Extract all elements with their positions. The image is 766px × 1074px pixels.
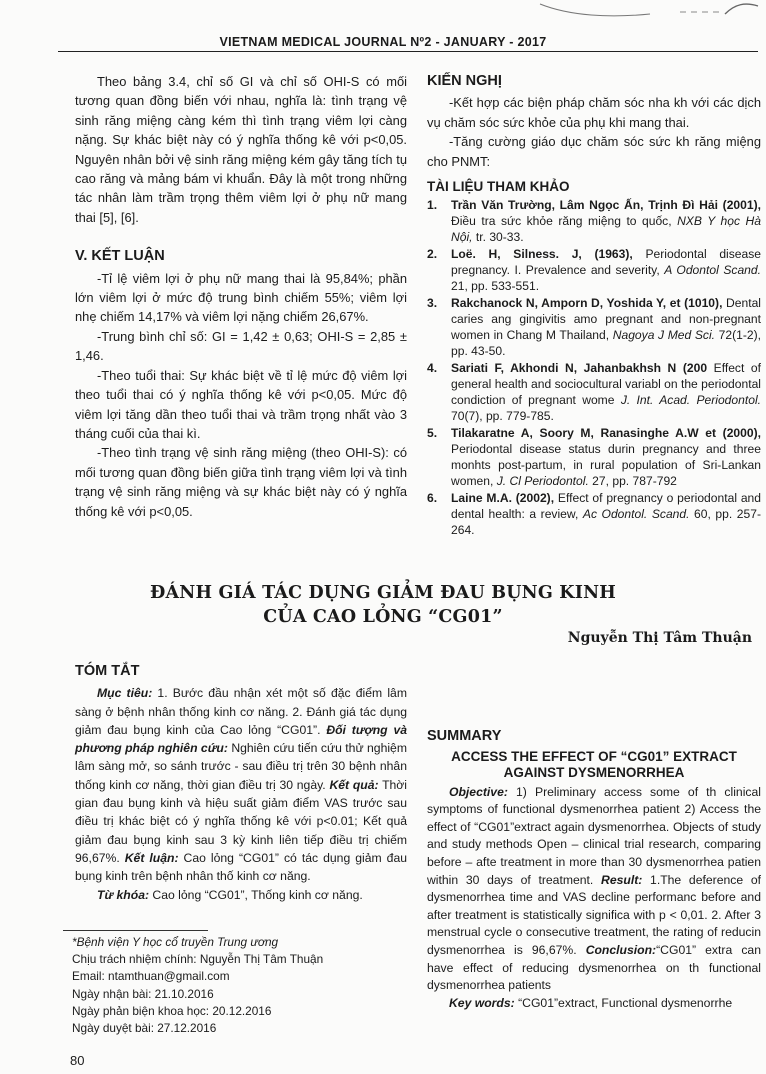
summary-keywords: Key words: “CG01”extract, Functional dysmenorrhe [449, 995, 733, 1010]
recommendation-heading: KIẾN NGHỊ [427, 73, 502, 89]
conclusion-item: -Trung bình chỉ số: GI = 1,42 ± 0,63; OHI-S = 2,85 ± 1,46. [75, 328, 407, 364]
abstract-vi-body: Mục tiêu: 1. Bước đầu nhận xét một số đặc điểm lâm sàng ở bệnh nhân thống kinh cơ năng. 2. Đánh giá tác dụng giảm đau bụng kinh của Cao lỏng “CG01”. Đối tượng và phương pháp nghiên cứu: Nghiên cứu tiến cứu thử nghiệm lâm sàng mở, so sánh trước - sau điều trị trên 30 bệnh nhân thống kinh cơ năng, thời gian điều trị 30 ngày. Kết quả: Thời gian đau bụng kinh và hiệu suất giảm điểm VAS trước sau điều trị khác biệt có ý nghĩa thống kê với p<0.01; Kết quả giảm đau bụng kinh sau 3 kỳ kinh liên tiếp điều trị chiếm 96,67%. Kết luận: Cao lỏng “CG01” có tác dụng giảm đau bụng kinh trên bệnh nhân thố kinh cơ năng. [75, 686, 408, 884]
conclusion-item: -Theo tuổi thai: Sự khác biệt về tỉ lệ mức độ viêm lợi theo tuổi thai có ý nghĩa thống kê với p<0,05. Mức độ viêm lợi tăng dần theo tuổi thai và trầm trọng nhất vào 3 tháng cuối của thai kì. [75, 367, 407, 441]
abstract-en [427, 728, 761, 1012]
summary-body: Objective: 1) Preliminary access some of th clinical symptoms of functional dysmenorrhea patient 2) Access the effect of “CG01”extract again dysmenorrhea. Objects of study and study methods Open – clinical trial research, comparing before – afte treatment in more than 30 dysmenorrhea patien within 30 days of treatment. Result: 1.The deference of dysmenorrhea time and VAS decline performanc before and after treatment is statistically significa with p < 0,01. 2. After 3 menstrual cycle o consecutive treatment, the rating of reducin dysmenorrhea is 96,67%. Conclusion:“CG01” extra can have effect of reducing dysmenorrhea on th functional dysmenorrhea patients [427, 784, 761, 993]
footnote-responsible: Chịu trách nhiệm chính: Nguyễn Thị Tâm Thuận [72, 952, 324, 967]
article-title-line1: ĐÁNH GIÁ TÁC DỤNG GIẢM ĐAU BỤNG KINH [149, 583, 617, 603]
references-heading: TÀI LIỆU THAM KHẢO [427, 179, 570, 195]
summary-heading: SUMMARY [427, 728, 502, 744]
abstract-vi-heading: TÓM TẮT [75, 663, 140, 679]
footnote [72, 934, 392, 1037]
footnote-reviewed: Ngày phản biện khoa học: 20.12.2016 [72, 1003, 272, 1018]
conclusion-heading: V. KẾT LUẬN [75, 248, 165, 265]
running-header: VIETNAM MEDICAL JOURNAL Nº2 - JANUARY - 2017 [219, 35, 547, 49]
header-rule [58, 51, 758, 52]
reference-item: 4. Sariati F, Akhondi N, Jahanbakhsh N (200 Effect of general health and sociocultural variabl on the periodontal condiction of pregnant wome J. Int. Acad. Periodontol. 70(7), pp. 779-785. [427, 361, 761, 424]
footnote-rule [63, 930, 208, 931]
left-column [75, 72, 407, 521]
article-author: Nguyễn Thị Tâm Thuận [567, 630, 752, 646]
right-column [427, 72, 761, 539]
reference-list [427, 197, 761, 538]
footnote-received: Ngày nhận bài: 21.10.2016 [72, 986, 214, 1001]
reference-item: 2. Loë. H, Silness. J, (1963), Periodontal disease pregnancy. I. Prevalence and severity, A Odontol Scand. 21, pp. 533-551. [427, 247, 761, 294]
footnote-email: Email: ntamthuan@gmail.com [72, 969, 230, 984]
pen-scribble [530, 0, 766, 22]
conclusion-item: -Theo tình trạng vệ sinh răng miệng (theo OHI-S): có mối tương quan đồng biến giữa tình trạng viêm lợi và tình trạng vệ sinh răng miệng và sự khác biệt này có ý nghĩa thống kê với p<0,05. [75, 445, 407, 519]
recommendation-item: -Kết hợp các biện pháp chăm sóc nha kh với các dịch vụ chăm sóc sức khỏe của phụ khi mang thai. [427, 95, 761, 130]
reference-item: 3. Rakchanock N, Amporn D, Yoshida Y, et (1010), Dental caries ang gingivitis amo pregnant and non-pregnant women in Chang M Thailand, Nagoya J Med Sci. 72(1-2), pp. 43-50. [427, 296, 761, 359]
reference-item: 6. Laine M.A. (2002), Effect of pregnancy o periodontal and dental health: a review, Ac Odontol. Scand. 60, pp. 257-264. [427, 491, 761, 538]
abstract-vi-keywords: Từ khóa: Cao lỏng “CG01”, Thống kinh cơ năng. [97, 887, 363, 902]
recommendation-item: -Tăng cường giáo dục chăm sóc sức kh răng miệng cho PNMT: [427, 134, 761, 169]
footnote-affiliation: *Bệnh viện Y học cổ truyền Trung ương [72, 935, 279, 949]
summary-title-line1: ACCESS THE EFFECT OF “CG01” EXTRACT [451, 748, 737, 764]
conclusion-item: -Tỉ lệ viêm lợi ở phụ nữ mang thai là 95,84%; phần lớn viêm lợi ở mức độ trung bình chiếm 55%; viêm lợi nhẹ chiếm 14,17% và viêm lợi nặng chiếm 26,67%. [75, 270, 407, 325]
page-number: 80 [70, 1053, 85, 1068]
footnote-approved: Ngày duyệt bài: 27.12.2016 [72, 1021, 217, 1036]
reference-item: 1. Trần Văn Trường, Lâm Ngọc Ấn, Trịnh Đì Hải (2001), Điều tra sức khỏe răng miệng to quốc, NXB Y học Hà Nội, tr. 30-33. [427, 198, 761, 245]
article-title-line2: CỦA CAO LỎNG “CG01” [263, 607, 503, 627]
reference-item: 5. Tilakaratne A, Soory M, Ranasinghe A.W et (2000), Periodontal disease status durin pregnancy and three monhts post-partum, in rural population of Sri-Lankan women, J. Cl Periodontol. 27, pp. 787-792 [427, 426, 761, 489]
summary-title-line2: AGAINST DYSMENORRHEA [503, 764, 685, 780]
abstract-vi [75, 662, 407, 904]
discussion-paragraph: Theo bảng 3.4, chỉ số GI và chỉ số OHI-S có mối tương quan đồng biến với nhau, nghĩa là: tình trạng vệ sinh răng miệng càng kém thì tình trạng viêm lợi càng nặng. Sự khác biệt này có ý nghĩa thống kê với p<0,05. Nguyên nhân bởi vệ sinh răng miệng kém gây tăng tích tụ cao răng và mảng bám vi khuẩn. Đây là một trong những tác nhân làm trầm trọng thêm viêm lợi ở phụ nữ mang thai [5], [6]. [75, 74, 407, 225]
